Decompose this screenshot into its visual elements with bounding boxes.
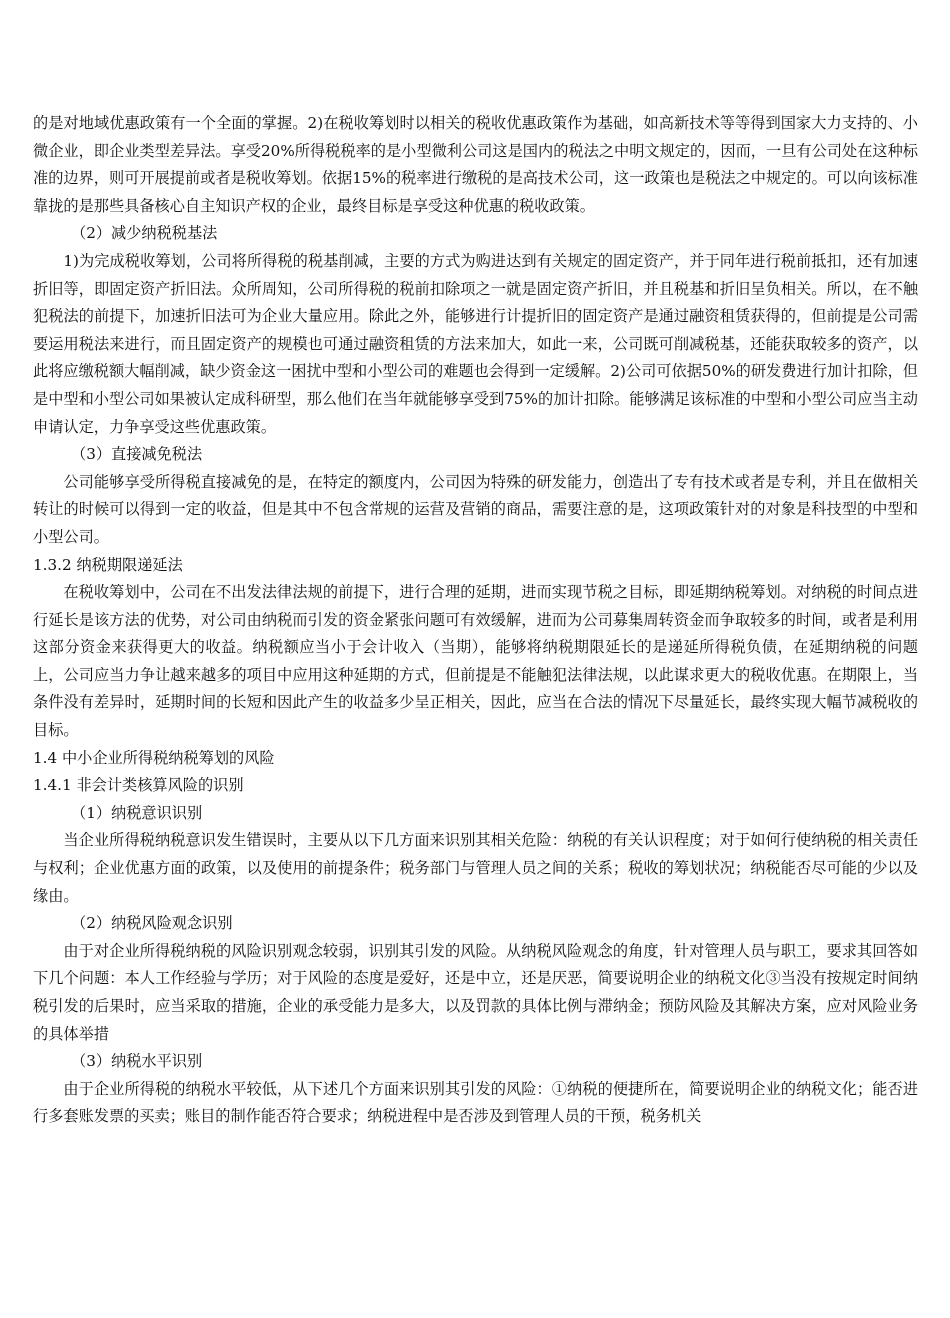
body-paragraph: 由于企业所得税的纳税水平较低，从下述几个方面来识别其引发的风险：①纳税的便捷所在，简要说明企业的纳税文化；能否进行多套账发票的买卖；账目的制作能否符合要求；纳税进程中是否涉及到管理人员的干预，税务机关 xyxy=(33,1079,918,1126)
section-heading: 1.4 中小企业所得税纳税筹划的风险 xyxy=(33,748,275,767)
subsection-heading: （3）纳税水平识别 xyxy=(71,1052,203,1071)
subsection-heading: （2）纳税风险观念识别 xyxy=(71,914,233,933)
body-paragraph: 在税收筹划中，公司在不出发法律法规的前提下，进行合理的延期，进而实现节税之目标，即延期纳税筹划。对纳税的时间点进行延长是该方法的优势，对公司由纳税而引发的资金紧张问题可有效缓解，进而为公司募集周转资金而争取较多的时间，或者是利用这部分资金来获得更大的收益。纳税额应当小于会计收入（当期），能够将纳税期限延长的是递延所得税负债，在延期纳税的问题上，公司应当力争让越来越多的项目中应用这种延期的方式，但前提是不能触犯法律法规，以此谋求更大的税收优惠。在期限上，当条件没有差异时，延期时间的长短和因此产生的收益多少呈正相关，因此，应当在合法的情况下尽量延长，最终实现大幅节减税收的目标。 xyxy=(33,583,918,740)
body-paragraph: 当企业所得税纳税意识发生错误时，主要从以下几方面来识别其相关危险：纳税的有关认识程度；对于如何行使纳税的相关责任与权利；企业优惠方面的政策，以及使用的前提条件；税务部门与管理人员之间的关系；税收的筹划状况；纳税能否尽可能的少以及缘由。 xyxy=(33,831,918,905)
body-paragraph: 的是对地域优惠政策有一个全面的掌握。2)在税收筹划时以相关的税收优惠政策作为基础，如高新技术等等得到国家大力支持的、小微企业，即企业类型差异法。享受20%所得税税率的是小型微利公司这是国内的税法之中明文规定的，因而，一旦有公司处在这种标准的边界，则可开展提前或者是税收筹划。依据15%的税率进行缴税的是高技术公司，这一政策也是税法之中规定的。可以向该标准靠拢的是那些具备核心自主知识产权的企业，最终目标是享受这种优惠的税收政策。 xyxy=(33,114,918,215)
document-page xyxy=(33,110,918,1131)
body-paragraph: 由于对企业所得税纳税的风险识别观念较弱，识别其引发的风险。从纳税风险观念的角度，针对管理人员与职工，要求其回答如下几个问题：本人工作经验与学历；对于风险的态度是爱好，还是中立，还是厌恶，简要说明企业的纳税文化③当没有按规定时间纳税引发的后果时，应当采取的措施，企业的承受能力是多大，以及罚款的具体比例与滞纳金；预防风险及其解决方案，应对风险业务的具体举措 xyxy=(33,941,918,1043)
subsection-heading: （2）减少纳税税基法 xyxy=(71,224,218,243)
subsection-heading: （1）纳税意识识别 xyxy=(71,803,203,822)
section-heading: 1.4.1 非会计类核算风险的识别 xyxy=(33,776,244,795)
body-paragraph: 公司能够享受所得税直接减免的是，在特定的额度内，公司因为特殊的研发能力，创造出了专有技术或者是专利，并且在做相关转让的时候可以得到一定的收益，但是其中不包含常规的运营及营销的商品，需要注意的是，这项政策针对的对象是科技型的中型和小型公司。 xyxy=(33,472,918,546)
body-paragraph: 1)为完成税收筹划，公司将所得税的税基削减，主要的方式为购进达到有关规定的固定资产，并于同年进行税前抵扣，还有加速折旧等，即固定资产折旧法。众所周知，公司所得税的税前扣除项之一就是固定资产折旧，并且税基和折旧呈负相关。所以，在不触犯税法的前提下，加速折旧法可为企业大量应用。除此之外，能够进行计提折旧的固定资产是通过融资租赁获得的，但前提是公司需要运用税法来进行，而且固定资产的规模也可通过融资租赁的方法来加大，如此一来，公司既可削减税基，还能获取较多的资产，以此将应缴税额大幅削减，缺少资金这一困扰中型和小型公司的难题也会得到一定缓解。2)公司可依据50%的研发费进行加计扣除，但是中型和小型公司如果被认定成科研型，那么他们在当年就能够享受到75%的加计扣除。能够满足该标准的中型和小型公司应当主动申请认定，力争享受这些优惠政策。 xyxy=(33,251,918,436)
section-heading: 1.3.2 纳税期限递延法 xyxy=(33,555,183,574)
subsection-heading: （3）直接减免税法 xyxy=(71,445,203,464)
